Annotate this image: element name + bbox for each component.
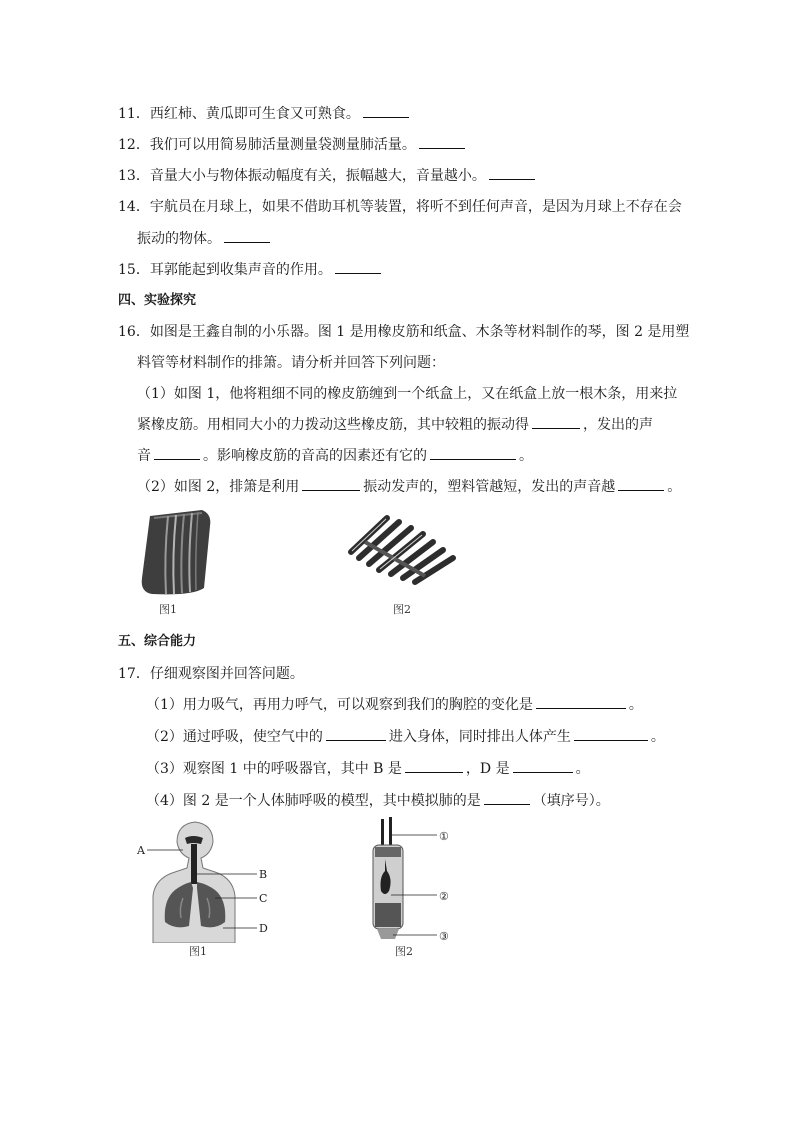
answer-blank[interactable]: [618, 478, 664, 491]
answer-blank[interactable]: [430, 447, 516, 460]
section-title-5: 五、综合能力: [118, 634, 197, 649]
label-2: ②: [439, 890, 449, 903]
answer-blank[interactable]: [326, 728, 386, 741]
question-11: 11．西红柿、黄瓜即可生食又可熟食。: [118, 105, 412, 123]
label-a: A: [137, 844, 145, 857]
answer-blank[interactable]: [419, 136, 465, 149]
answer-blank[interactable]: [532, 416, 580, 429]
question-14-cont: 振动的物体。: [137, 230, 273, 248]
rubber-band-box-image: [132, 508, 222, 600]
answer-blank[interactable]: [224, 230, 270, 243]
label-3: ③: [439, 930, 449, 943]
answer-blank[interactable]: [484, 792, 530, 805]
q17-part4: （4）图 2 是一个人体肺呼吸的模型，其中模拟肺的是 （填序号）。: [146, 793, 610, 809]
figure-caption: 图1: [189, 945, 207, 958]
label-b: B: [259, 868, 268, 881]
answer-blank[interactable]: [574, 728, 648, 741]
q17-part1: （1）用力吸气，再用力呼气，可以观察到我们的胸腔的变化是 。: [146, 697, 643, 713]
lung-model-image: [365, 815, 465, 945]
label-c: C: [259, 892, 268, 905]
question-16-cont: 料管等材料制作的排箫。请分析并回答下列问题：: [137, 355, 445, 371]
question-17: 17．仔细观察图并回答问题。: [118, 666, 304, 682]
question-16: 16．如图是王鑫自制的小乐器。图 1 是用橡皮筋和纸盒、木条等材料制作的琴，图 2 是用塑: [118, 324, 690, 340]
q17-part2: （2）通过呼吸，使空气中的 进入身体，同时排出人体产生 。: [146, 729, 665, 745]
question-14: 14．宇航员在月球上，如果不借助耳机等装置，将听不到任何声音，是因为月球上不存在会: [118, 199, 682, 215]
q17-part3: （3）观察图 1 中的呼吸器官，其中 B 是 ，D 是 。: [146, 761, 590, 777]
question-13: 13．音量大小与物体振动幅度有关，振幅越大，音量越小。: [118, 167, 538, 185]
label-d: D: [259, 922, 268, 935]
q16-part1-cont: 紧橡皮筋。用相同大小的力拨动这些橡皮筋，其中较粗的振动得 ，发出的声: [137, 417, 653, 433]
answer-blank[interactable]: [536, 696, 626, 709]
figure-caption: 图1: [159, 603, 177, 616]
label-1: ①: [439, 830, 449, 843]
answer-blank[interactable]: [513, 760, 573, 773]
question-12: 12．我们可以用简易肺活量测量袋测量肺活量。: [118, 136, 468, 154]
answer-blank[interactable]: [335, 261, 381, 274]
pan-flute-image: [345, 512, 460, 592]
answer-blank[interactable]: [302, 478, 360, 491]
section-title-4: 四、实验探究: [118, 293, 197, 308]
answer-blank[interactable]: [363, 105, 409, 118]
question-15: 15．耳郭能起到收集声音的作用。: [118, 261, 384, 279]
q16-part2: （2）如图 2，排箫是利用 振动发声的，塑料管越短，发出的声音越 。: [137, 479, 682, 495]
figure-caption: 图2: [393, 603, 411, 616]
q16-part1: （1）如图 1，他将粗细不同的橡皮筋缠到一个纸盒上，又在纸盒上放一根木条，用来拉: [137, 386, 678, 402]
answer-blank[interactable]: [405, 760, 463, 773]
answer-blank[interactable]: [489, 167, 535, 180]
respiratory-system-image: [135, 818, 285, 943]
figure-caption: 图2: [395, 945, 413, 958]
answer-blank[interactable]: [154, 447, 200, 460]
q16-part1-cont2: 音 。影响橡皮筋的音高的因素还有它的 。: [137, 448, 533, 464]
